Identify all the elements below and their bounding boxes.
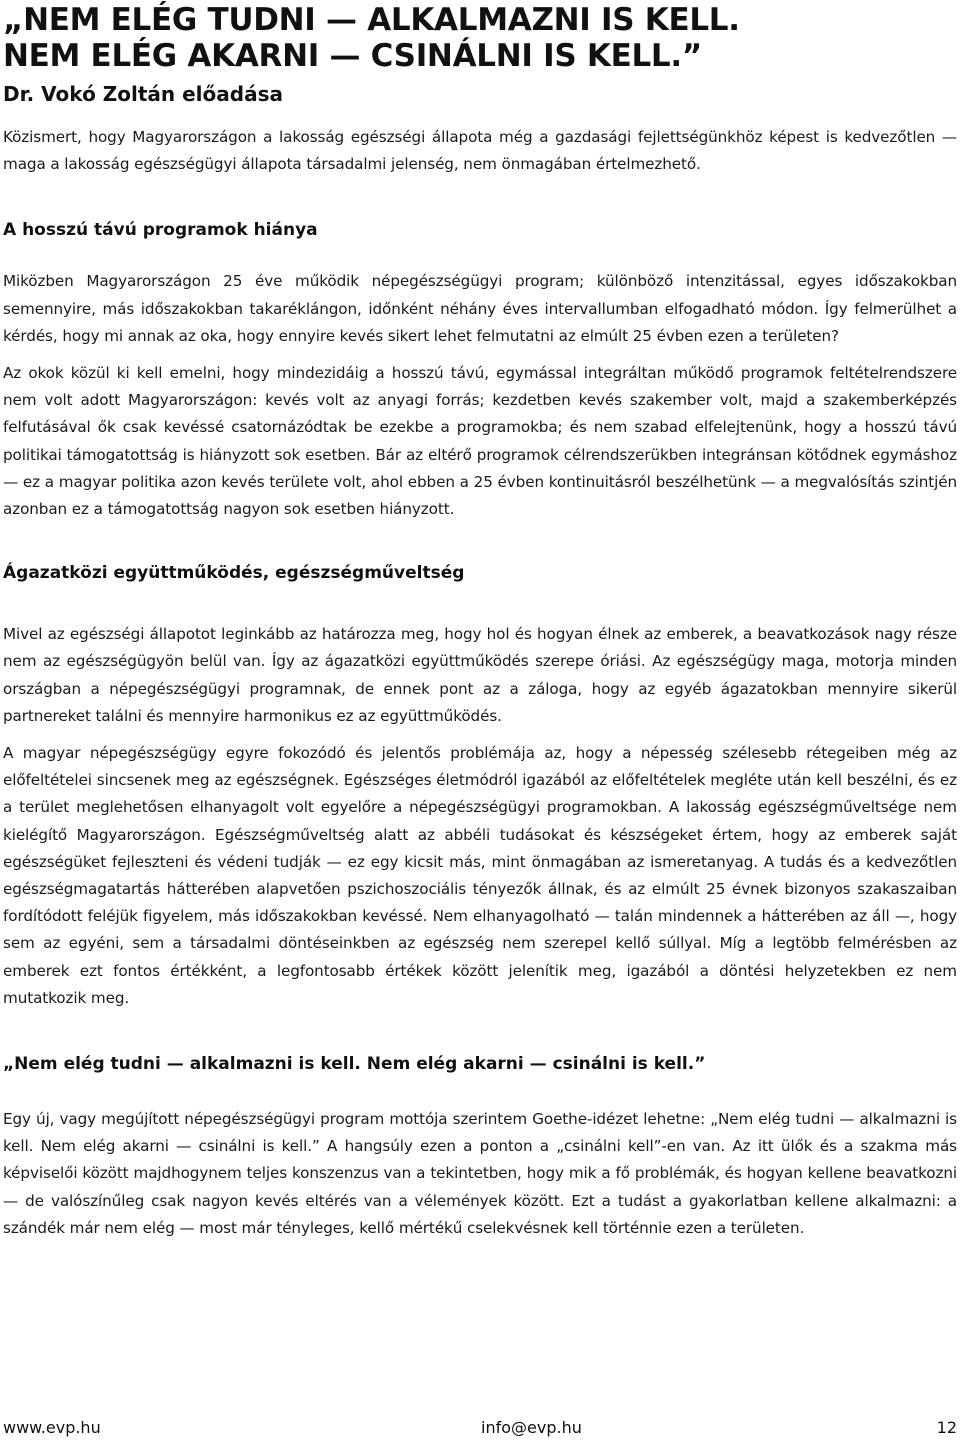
section-1-paragraph-2: Az okok közül ki kell emelni, hogy mindezidáig a hosszú távú, egymással integráltan működő programok feltételrendszere nem volt adott Magyarországon: kevés volt az anyagi forrás; kezdetben kevés szakember volt, majd a szakemberképzés felfutásával ők csak kevéssé csatornázódtak be ezekbe a programokba; és nem szabad elfelejtenünk, hogy a hosszú távú politikai támogatottság is hiányzott sok esetben. Bár az eltérő programok célrendszerükben integránsan kötődnek egymáshoz — ez a magyar politika azon kevés területe volt, ahol ebben a 25 évben kontinuitásról beszélhetünk — a megvalósítás szintjén azonban ez a támogatottság nagyon sok esetben hiányzott. (3, 364, 957, 519)
section-heading-goethe-quote: „Nem elég tudni — alkalmazni is kell. Nem elég akarni — csinálni is kell.” (3, 1054, 706, 1075)
page-number: 12 (936, 1418, 957, 1437)
intro-paragraph: Közismert, hogy Magyarországon a lakosság egészségi állapota még a gazdasági fejlettségünkhöz képest is kedvezőtlen — maga a lakosság egészségügyi állapota társadalmi jelenség, nem önmagában értelmezhető. (3, 128, 957, 174)
title-line-2: NEM ELÉG AKARNI — CSINÁLNI IS KELL.” (3, 38, 702, 74)
section-heading-intersectoral: Ágazatközi együttműködés, egészségműveltség (3, 563, 465, 584)
title-line-1: „NEM ELÉG TUDNI — ALKALMAZNI IS KELL. (3, 2, 740, 38)
page-footer (3, 1418, 957, 1442)
footer-email-link[interactable]: info@evp.hu (481, 1418, 582, 1437)
document-subtitle: Dr. Vokó Zoltán előadása (3, 82, 283, 106)
document-title (3, 2, 957, 74)
document-page (3, 0, 957, 1242)
section-heading-long-term-programs: A hosszú távú programok hiánya (3, 220, 318, 241)
section-1-paragraph-1: Miközben Magyarországon 25 éve működik népegészségügyi program; különböző intenzitással, egyes időszakokban semennyire, más időszakokban takaréklángon, időnként néhány éves intervallumban elfogadható módon. Így felmerülhet a kérdés, hogy mi annak az oka, hogy ennyire kevés sikert lehet felmutatni az elmúlt 25 évben ezen a területen? (3, 272, 957, 345)
section-2-paragraph-2: A magyar népegészségügy egyre fokozódó és jelentős problémája az, hogy a népesség szélesebb rétegeiben még az előfeltételei sincsenek meg az egészségnek. Egészséges életmódról igazából az előfeltételek megléte után kell beszélni, és ez a terület meglehetősen elhanyagolt volt egyelőre a népegészségügyi programokban. A lakosság egészségműveltsége nem kielégítő Magyarországon. Egészségműveltség alatt az abbéli tudásokat és készségeket értem, hogy az emberek saját egészségüket fejleszteni és védeni tudják — ez egy kicsit más, mint önmagában az ismeretanyag. A tudás és a kedvezőtlen egészségmagatartás hátterében alapvetően pszichoszociális tényezők állnak, és az elmúlt 25 évnek bizonyos szakaszaiban fordítódott feléjük figyelem, más időszakokban kevéssé. Nem elhanyagolható — talán mindennek a hátterében az áll —, hogy sem az egyéni, sem a társadalmi döntéseinkben az egészség nem szerepel kellő súllyal. Míg a legtöbb felmérésben az emberek ezt fontos értékként, a legfontosabb értékek között jelenítik meg, igazából a döntési helyzetekben ez nem mutatkozik meg. (3, 744, 957, 1007)
footer-website-link[interactable]: www.evp.hu (3, 1418, 101, 1437)
section-3-paragraph-1: Egy új, vagy megújított népegészségügyi program mottója szerintem Goethe-idézet lehetne: „Nem elég tudni — alkalmazni is kell. Nem elég akarni — csinálni is kell.” A hangsúly ezen a ponton a „csinálni kell”-en van. Az itt ülők és a szakma más képviselői között majdhogynem teljes konszenzus van a tekintetben, hogy mik a fő problémák, és hogyan kellene beavatkozni — de valószínűleg csak nagyon kevés eltérés van a vélemények között. Ezt a tudást a gyakorlatban kellene alkalmazni: a szándék már nem elég — most már tényleges, kellő mértékű cselekvésnek kell történnie ezen a területen. (3, 1110, 957, 1237)
section-2-paragraph-1: Mivel az egészségi állapotot leginkább az határozza meg, hogy hol és hogyan élnek az emberek, a beavatkozások nagy része nem az egészségügyön belül van. Így az ágazatközi együttműködés szerepe óriási. Az egészségügy maga, motorja minden országban a népegészségügyi programnak, de ennek pont az a záloga, hogy az egyéb ágazatokban mennyire sikerül partnereket találni és mennyire harmonikus ez az együttműködés. (3, 625, 957, 725)
